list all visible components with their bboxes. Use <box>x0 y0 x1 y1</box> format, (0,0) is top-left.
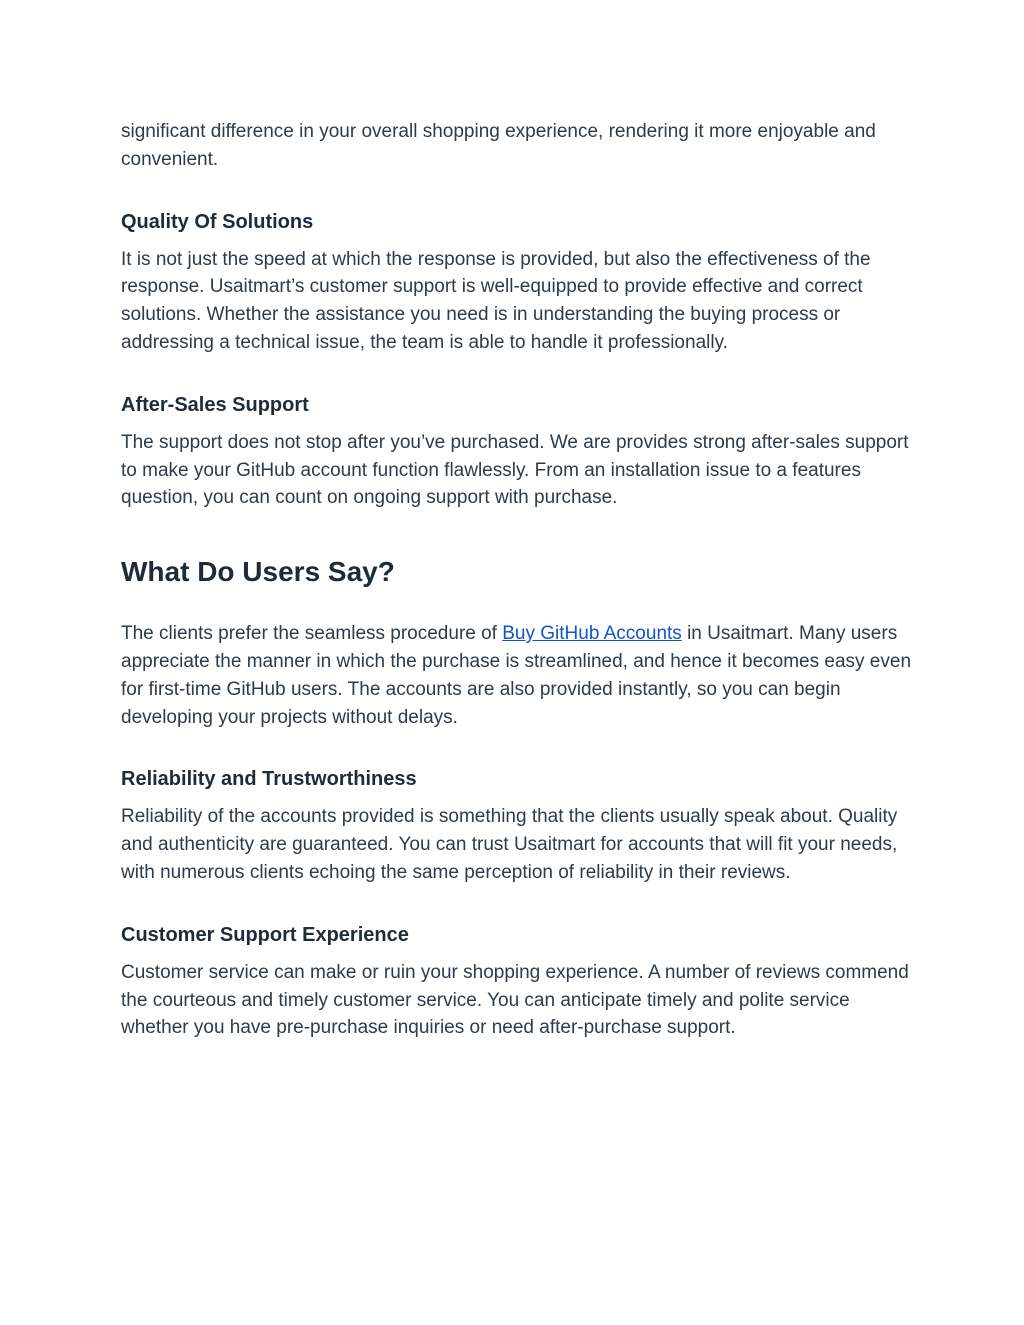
document-page <box>121 118 911 1042</box>
reliability-heading: Reliability and Trustworthiness <box>121 768 417 791</box>
buy-github-accounts-link[interactable]: Buy GitHub Accounts <box>502 623 682 645</box>
after-sales-support-paragraph: The support does not stop after you’ve purchased. We are provides strong after-sales support to make your GitHub account function flawlessly. From an installation issue to a features question, you can count on ongoing support with purchase. <box>121 431 909 509</box>
users-say-text-before: The clients prefer the seamless procedure of <box>121 623 503 645</box>
customer-support-experience-heading: Customer Support Experience <box>121 923 409 946</box>
users-say-text-after: in Usaitmart. Many users appreciate the manner in which the purchase is streamlined, and hence it becomes easy even for first-time GitHub users. The accounts are also provided instantly, so you can begin developing your projects without delays. <box>121 623 912 728</box>
reliability-paragraph: Reliability of the accounts provided is something that the clients usually speak about. Quality and authenticity are guaranteed. You can trust Usaitmart for accounts that will fit your needs, with numerous clients echoing the same perception of reliability in their reviews. <box>121 806 898 883</box>
customer-support-experience-paragraph: Customer service can make or ruin your shopping experience. A number of reviews commend the courteous and timely customer service. You can anticipate timely and polite service whether you have pre-purchase inquiries or need after-purchase support. <box>121 961 909 1039</box>
intro-paragraph: significant difference in your overall shopping experience, rendering it more enjoyable and convenient. <box>121 121 876 170</box>
quality-of-solutions-heading: Quality Of Solutions <box>121 210 314 233</box>
after-sales-support-heading: After-Sales Support <box>121 393 309 416</box>
what-do-users-say-paragraph <box>121 620 911 731</box>
what-do-users-say-heading: What Do Users Say? <box>121 556 395 588</box>
quality-of-solutions-paragraph: It is not just the speed at which the response is provided, but also the effectiveness of the response. Usaitmart’s customer support is well-equipped to provide effective and correct solutions. Whether the assistance you need is in understanding the buying process or addressing a technical issue, the team is able to handle it professionally. <box>121 248 871 353</box>
